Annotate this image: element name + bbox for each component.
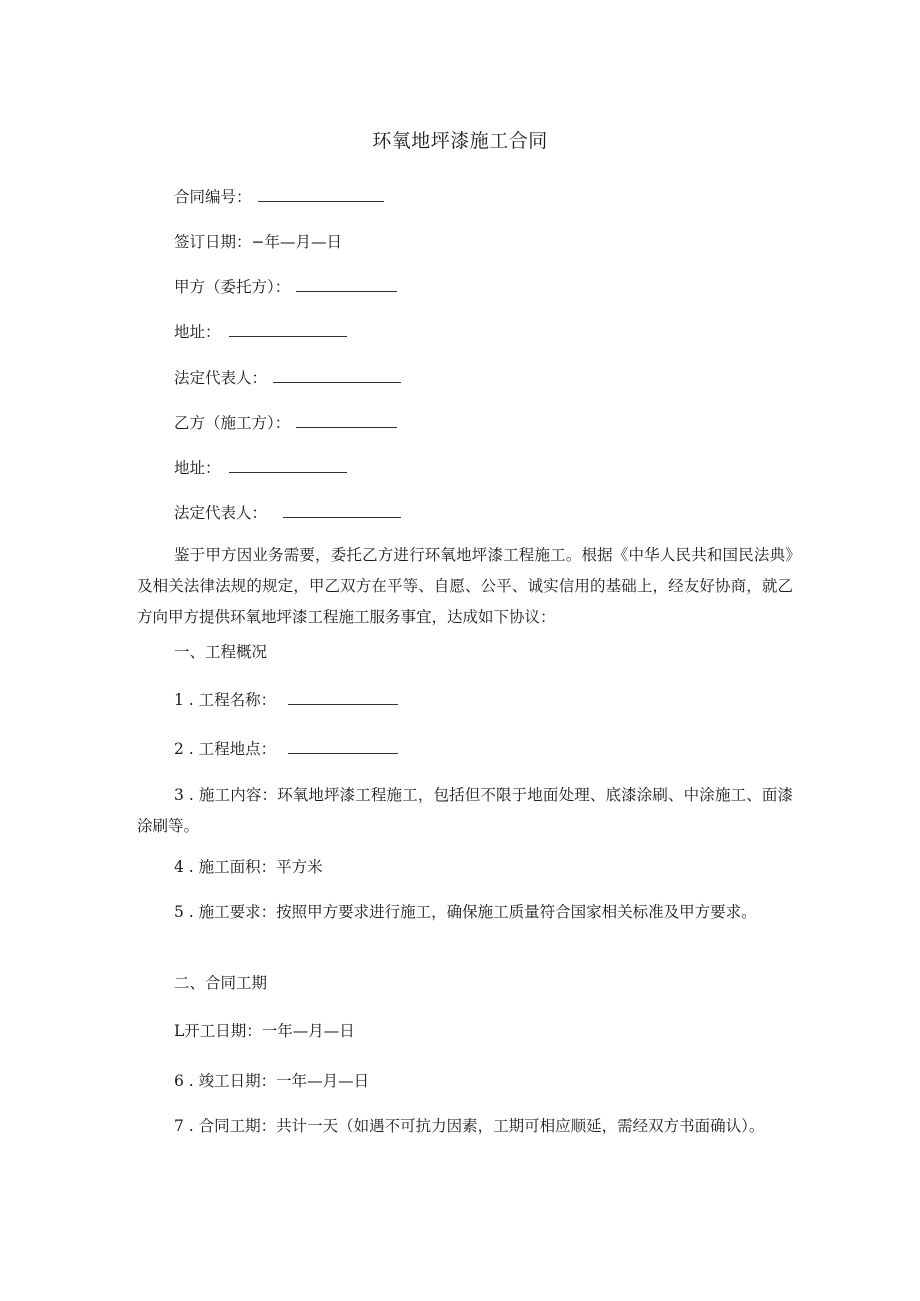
party-a-line [174,277,397,297]
party-b-label: 乙方（施工方）： [174,414,291,432]
project-name-blank[interactable] [288,690,398,705]
project-location-line [174,739,398,759]
party-b-blank[interactable] [296,413,397,428]
party-b-address-line [174,458,347,478]
party-a-address-line [174,322,347,342]
contract-period-paragraph: 7 . 合同工期：共计一天（如遇不可抗力因素，工期可相应顺延，需经双方书面确认）。 [174,1117,765,1135]
section2-heading: 二、合同工期 [174,974,268,992]
party-a-blank[interactable] [296,277,397,292]
party-a-address-label: 地址： [174,323,221,341]
project-location-label: 2 . 工程地点： [174,740,277,758]
completion-date-line: 6 . 竣工日期：一年—月—日 [174,1072,370,1090]
party-b-rep-line [174,503,401,523]
party-b-rep-label: 法定代表人： [174,504,268,522]
construction-area-line: 4 . 施工面积：平方米 [174,858,323,876]
construction-requirements-paragraph: 5 . 施工要求：按照甲方要求进行施工，确保施工质量符合国家相关标准及甲方要求。 [174,903,757,921]
party-b-rep-blank[interactable] [283,503,401,518]
contract-number-line [174,187,384,207]
party-a-label: 甲方（委托方）： [174,278,291,296]
party-a-address-blank[interactable] [229,322,347,337]
party-b-line [174,413,397,433]
contract-number-blank[interactable] [258,187,384,202]
party-b-address-blank[interactable] [229,458,347,473]
start-date-line: L开工日期：一年—月—日 [174,1022,355,1040]
party-b-address-label: 地址： [174,459,221,477]
construction-content-paragraph: 3 . 施工内容：环氧地坪漆工程施工，包括但不限于地面处理、底漆涂刷、中涂施工、面漆涂刷等。 [137,786,793,835]
party-a-rep-line [174,368,401,388]
project-location-blank[interactable] [288,739,398,754]
section1-heading: 一、工程概况 [174,643,268,661]
party-a-rep-label: 法定代表人： [174,369,268,387]
sign-date-text: 签订日期：−年—月—日 [174,233,342,251]
party-a-rep-blank[interactable] [273,368,401,383]
preamble-paragraph: 鉴于甲方因业务需要，委托乙方进行环氧地坪漆工程施工。根据《中华人民共和国民法典》及相关法律法规的规定，甲乙双方在平等、自愿、公平、诚实信用的基础上，经友好协商，就乙方向甲方提供环氧地坪漆工程施工服务事宜，达成如下协议： [137,546,793,626]
contract-number-label: 合同编号： [174,188,252,206]
project-name-label: 1 . 工程名称： [174,691,277,709]
sign-date-line [174,232,342,252]
project-name-line [174,690,398,710]
document-title: 环氧地坪漆施工合同 [372,130,548,152]
